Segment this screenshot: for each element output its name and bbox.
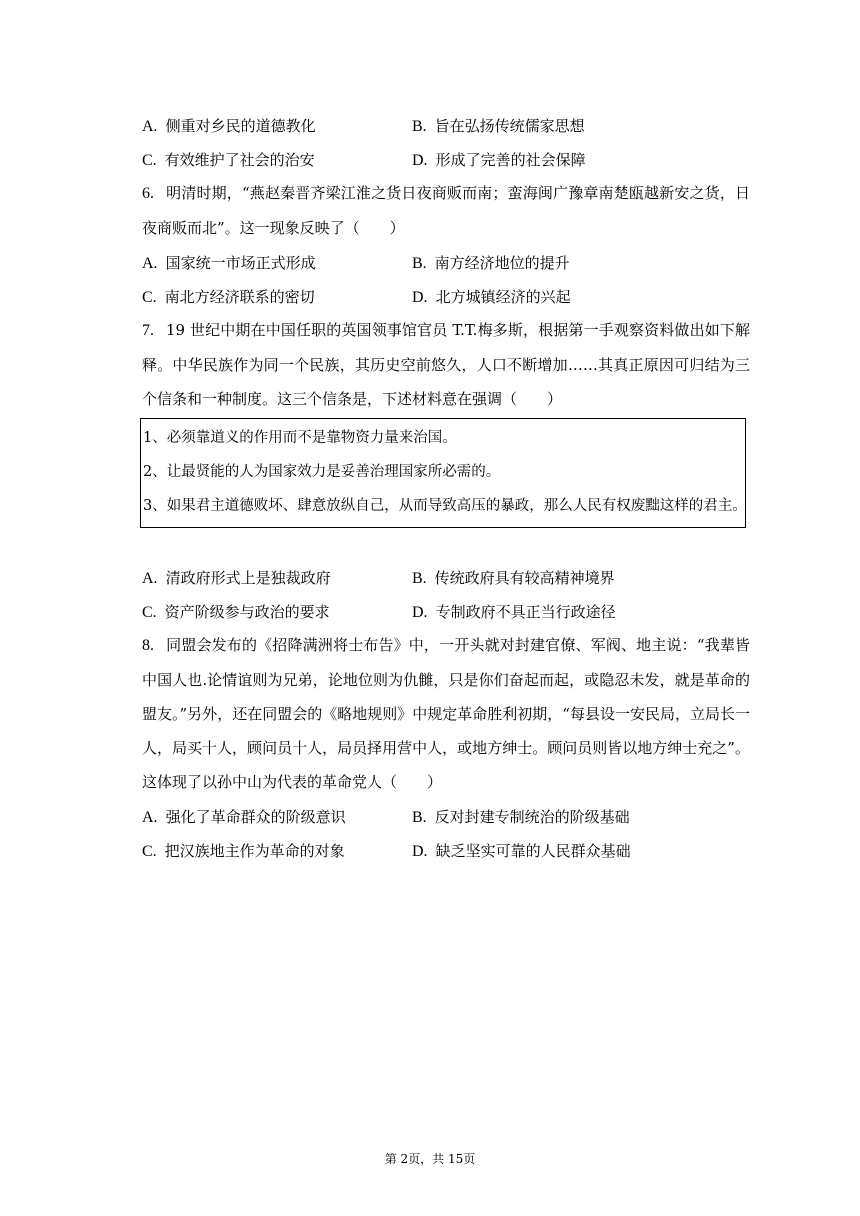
q7-options-row-2 bbox=[142, 594, 750, 628]
q7-option-d[interactable]: D. 专制政府不具正当行政途径 bbox=[412, 602, 616, 621]
q8-number: 8. bbox=[142, 637, 154, 654]
q8-option-c[interactable]: C. 把汉族地主作为革命的对象 bbox=[142, 841, 345, 860]
q7-text: 19 世纪中期在中国任职的英国领事馆官员 T.T.梅多斯，根据第一手观察资料做出如下解释。中华民族作为同一个民族，其历史空前悠久，人口不断增加……其真正原因可归结为三个信条和一种制度。这三个信条是，下述材料意在强调（ ） bbox=[142, 321, 750, 408]
q6-option-a[interactable]: A. 国家统一市场正式形成 bbox=[142, 253, 316, 272]
q8-option-d[interactable]: D. 缺乏坚实可靠的人民群众基础 bbox=[412, 841, 631, 860]
q5-option-a[interactable]: A. 侧重对乡民的道德教化 bbox=[142, 116, 316, 135]
q7-option-c[interactable]: C. 资产阶级参与政治的要求 bbox=[142, 602, 330, 621]
q7-option-b[interactable]: B. 传统政府具有较高精神境界 bbox=[412, 568, 615, 587]
q7-stem bbox=[142, 313, 750, 416]
q8-options-row-2 bbox=[142, 833, 750, 867]
q6-options-row-2 bbox=[142, 279, 750, 313]
q6-text: 明清时期，“燕赵秦晋齐梁江淮之货日夜商贩而南；蛮海闽广豫章南楚瓯越新安之货，日夜商贩而北”。这一现象反映了（ ） bbox=[142, 184, 750, 237]
page-footer: 第 2页，共 15页 bbox=[384, 1152, 476, 1166]
q5-option-c[interactable]: C. 有效维护了社会的治安 bbox=[142, 150, 315, 169]
q6-number: 6. bbox=[142, 185, 154, 202]
q6-option-d[interactable]: D. 北方城镇经济的兴起 bbox=[412, 287, 571, 306]
exam-page-content bbox=[142, 108, 750, 867]
q6-option-b[interactable]: B. 南方经济地位的提升 bbox=[412, 253, 570, 272]
q7-quote-line-3: 3、如果君主道德败坏、肆意放纵自己，从而导致高压的暴政，那么人民有权废黜这样的君主。 bbox=[143, 498, 747, 514]
q5-option-d[interactable]: D. 形成了完善的社会保障 bbox=[412, 150, 586, 169]
q8-text: 同盟会发布的《招降满洲将士布告》中，一开头就对封建官僚、军阀、地主说：“我辈皆中国人也.论情谊则为兄弟，论地位则为仇雠，只是你们奋起而起，或隐忍未发，就是革命的盟友。”另外，还在同盟会的《略地规则》中规定革命胜利初期，“每县设一安民局，立局长一人，局买十人，顾问员十人，局员择用营中人，或地方绅士。顾问员则皆以地方绅士充之”。这体现了以孙中山为代表的革命党人（ ） bbox=[142, 636, 750, 791]
q6-options-row-1 bbox=[142, 245, 750, 279]
q6-stem bbox=[142, 176, 750, 245]
q8-option-b[interactable]: B. 反对封建专制统治的阶级基础 bbox=[412, 807, 630, 826]
q7-quote-line-2: 2、让最贤能的人为国家效力是妥善治理国家所必需的。 bbox=[143, 464, 501, 480]
q7-quote-box bbox=[140, 418, 746, 528]
q8-options-row-1 bbox=[142, 799, 750, 833]
q5-option-b[interactable]: B. 旨在弘扬传统儒家思想 bbox=[412, 116, 585, 135]
q7-quote-line-1: 1、必须靠道义的作用而不是靠物资力量来治国。 bbox=[143, 430, 457, 446]
q7-number: 7. bbox=[142, 322, 154, 339]
q7-options-row-1 bbox=[142, 560, 750, 594]
q5-options-row-1 bbox=[142, 108, 750, 142]
q7-option-a[interactable]: A. 清政府形式上是独裁政府 bbox=[142, 568, 331, 587]
q8-option-a[interactable]: A. 强化了革命群众的阶级意识 bbox=[142, 807, 346, 826]
q8-stem bbox=[142, 628, 750, 799]
spacer bbox=[142, 528, 750, 560]
q5-options-row-2 bbox=[142, 142, 750, 176]
q6-option-c[interactable]: C. 南北方经济联系的密切 bbox=[142, 287, 315, 306]
